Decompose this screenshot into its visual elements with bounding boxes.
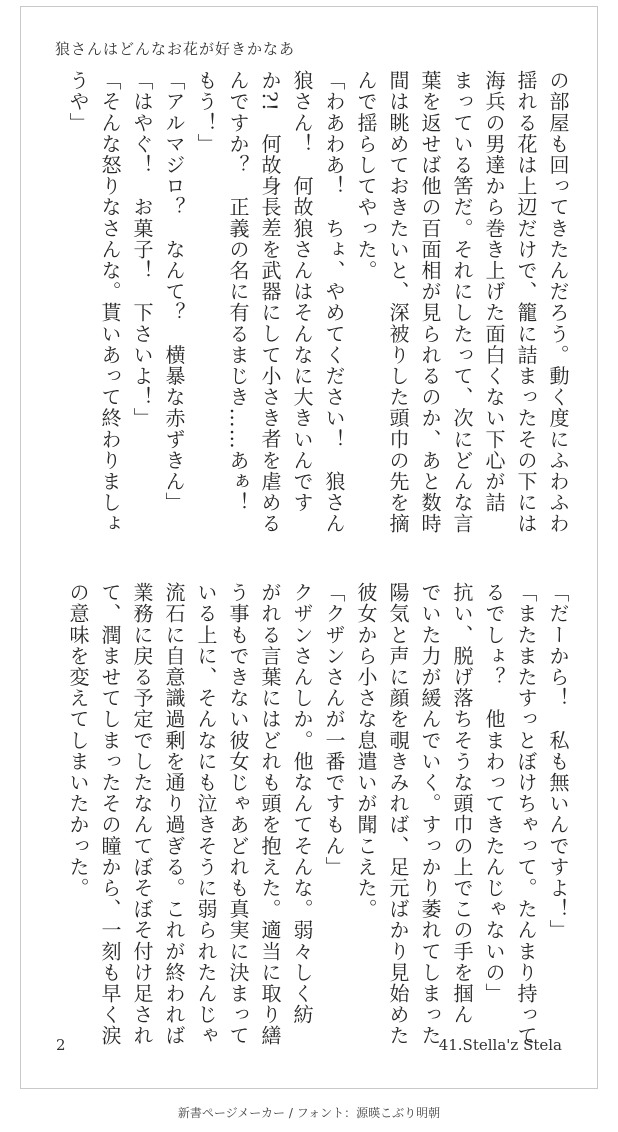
text-line: 間は眺めておきたいと、深被りした頭巾の先を摘 (386, 70, 410, 535)
text-line: うや」 (66, 70, 90, 134)
text-line: か?! 何故身長差を武器にして小さき者を虐める (258, 70, 282, 535)
text-line: 海兵の男達から巻き上げた面白くない下心が詰 (482, 70, 506, 514)
text-line: 「わあわあ！ ちょ、やめてください！ 狼さん (322, 70, 346, 535)
text-line: 抗い、脱げ落ちそうな頭巾の上でこの手を掴ん (450, 582, 474, 1026)
text-line: 「アルマジロ？ なんて？ 横暴な赤ずきん」 (162, 70, 186, 514)
text-line: まっている筈だ。それにしたって、次にどんな言 (450, 70, 474, 535)
text-line: んですか？ 正義の名に有るまじき……あぁ！ (226, 70, 250, 514)
vertical-text-upper-block (62, 70, 574, 540)
text-line: 「クザンさんが一番ですもん」 (322, 582, 346, 878)
book-title: 41.Stella'z Stela (438, 1036, 562, 1054)
text-line: 「そんな怒りなさんな。貰いあって終わりましょ (98, 70, 122, 535)
text-line: んで揺らしてやった。 (354, 70, 378, 281)
text-line: 「はやぐ！ お菓子！ 下さいよ！」 (130, 70, 154, 429)
generator-credit: 新書ページメーカー / フォント：源暎こぶり明朝 (177, 1106, 441, 1120)
text-line: 葉を返せば他の百面相が見られるのか、あと数時 (418, 70, 442, 535)
text-line: クザンさんしか。他なんてそんな。弱々しく紡 (290, 582, 314, 1026)
text-line: るでしょ？ 他まわってきたんじゃないの」 (482, 582, 506, 1004)
text-line: の意味を変えてしまいたかった。 (66, 582, 90, 899)
running-header-title: 狼さんはどんなお花が好きかなあ (55, 40, 296, 58)
text-line: う事もできない彼女じゃあどれも真実に決まって (226, 582, 250, 1047)
text-line: がれる言葉にはどれも頭を抱えた。適当に取り繕 (258, 582, 282, 1047)
text-line: でいた力が緩んでいく。すっかり萎れてしまった (418, 582, 442, 1047)
text-line: 「だーから！ 私も無いんですよ！」 (546, 582, 570, 941)
page-number: 2 (56, 1036, 66, 1054)
text-line: 陽気と声に顔を覗きみれば、足元ばかり見始めた (386, 582, 410, 1047)
text-line: いる上に、そんなにも泣きそうに弱られたんじゃ (194, 582, 218, 1047)
text-line: 揺れる花は上辺だけで、籠に詰まったその下には (514, 70, 538, 535)
text-line: て、潤ませてしまったその瞳から、一刻も早く涙 (98, 582, 122, 1047)
text-line: 流石に自意識過剰を通り過ぎる。これが終われば (162, 582, 186, 1047)
text-line: もう！」 (194, 70, 218, 155)
text-line: の部屋も回ってきたんだろう。動く度にふわふわ (546, 70, 570, 535)
text-line: 彼女から小さな息遣いが聞こえた。 (354, 582, 378, 920)
text-line: 狼さん！ 何故狼さんはそんなに大きいんです (290, 70, 314, 514)
text-line: 「またまたすっとぼけちゃって。たんまり持って (514, 582, 538, 1047)
text-line: 業務に戻る予定でしたなんてぼそぼそ付け足され (130, 582, 154, 1047)
